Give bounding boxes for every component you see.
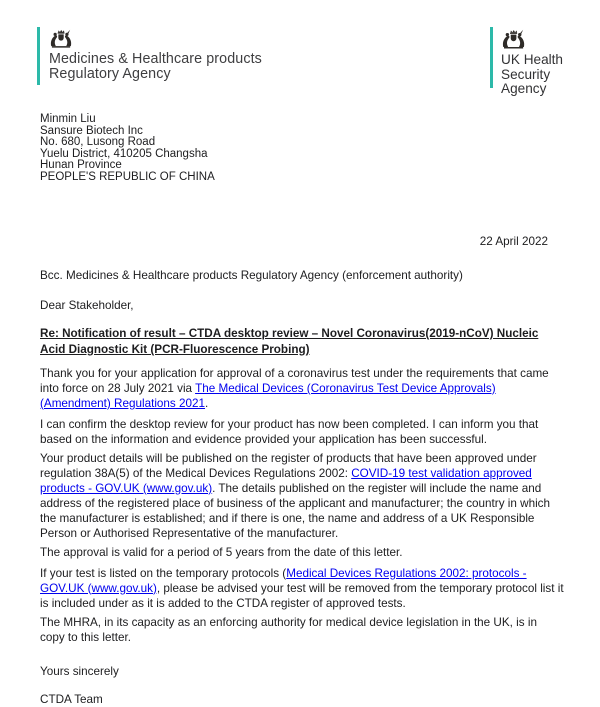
letterhead <box>0 27 600 96</box>
ukhsa-accent-bar <box>490 27 493 88</box>
paragraph-register-pre: Your product details will be published on the register of products that have been approved under regulation 38A(5) of the Medical Devices Regulations 2002: <box>40 451 537 480</box>
link-ctda-regulations-2021[interactable]: The Medical Devices (Coronavirus Test Device Approvals) (Amendment) Regulations 2021 <box>40 381 496 410</box>
recipient-district: Yuelu District, 410205 Changsha <box>40 147 208 160</box>
paragraph-protocols-pre: If your test is listed on the temporary protocols ( <box>40 566 287 580</box>
paragraph-register-publication <box>40 451 564 541</box>
letter-date: 22 April 2022 <box>479 235 548 248</box>
ukhsa-logo <box>490 27 563 97</box>
paragraph-mhra-copy: The MHRA, in its capacity as an enforcing authority for medical device legislation in the UK, is in copy to this letter. <box>40 615 537 644</box>
letter-body <box>0 114 600 707</box>
paragraph-thanks <box>40 366 564 411</box>
paragraph-register-post: . The details published on the register will include the name and address of the registered place of business of the applicant and manufacturer; the country in which the manufacturer is established; and if there is one, the name and address of a UK Responsible Person or Authorised Representative of the manufacturer. <box>40 481 551 540</box>
royal-crest-icon <box>501 29 525 50</box>
subject-heading: Re: Notification of result – CTDA desktop review – Novel Coronavirus(2019-nCoV) Nucleic Acid Diagnostic Kit (PCR-Fluorescence Probing) <box>40 327 539 356</box>
link-temporary-protocols[interactable]: Medical Devices Regulations 2002: protocols - GOV.UK (www.gov.uk) <box>40 566 527 595</box>
recipient-address <box>40 114 564 183</box>
mhra-logo <box>37 27 262 85</box>
ukhsa-name-line2: Security <box>501 66 551 82</box>
signature: CTDA Team <box>40 692 103 706</box>
paragraph-temporary-protocols <box>40 566 564 611</box>
mhra-accent-bar <box>37 27 40 85</box>
ukhsa-name-line3: Agency <box>501 81 547 96</box>
recipient-province: Hunan Province <box>40 159 122 171</box>
recipient-street: No. 680, Lusong Road <box>40 136 156 148</box>
paragraph-thanks-pre: Thank you for your application for approval of a coronavirus test under the requirements that came into force on 28 July 2021 via <box>40 366 549 395</box>
mhra-name-line1: Medicines & Healthcare products <box>49 51 262 67</box>
ukhsa-name-line1: UK Health <box>501 52 563 67</box>
salutation: Dear Stakeholder, <box>40 299 134 312</box>
closing: Yours sincerely <box>40 664 119 678</box>
paragraph-validity: The approval is valid for a period of 5 years from the date of this letter. <box>40 545 403 559</box>
paragraph-thanks-post: . <box>205 396 209 410</box>
recipient-name: Minmin Liu <box>40 113 96 125</box>
recipient-company: Sansure Biotech Inc <box>40 124 143 137</box>
bcc-line: Bcc. Medicines & Healthcare products Regulatory Agency (enforcement authority) <box>40 269 463 282</box>
mhra-name-line2: Regulatory Agency <box>49 66 171 82</box>
link-approved-products-register[interactable]: COVID-19 test validation approved products - GOV.UK (www.gov.uk) <box>40 466 532 495</box>
paragraph-protocols-post: , please be advised your test will be removed from the temporary protocol list it is included under as it is added to the CTDA register of approved tests. <box>40 581 564 610</box>
paragraph-confirm-success: I can confirm the desktop review for your product has now been completed. I can inform you that based on the information and evidence provided your application has been successful. <box>40 417 539 446</box>
recipient-country: PEOPLE'S REPUBLIC OF CHINA <box>40 170 215 183</box>
royal-crest-icon <box>49 29 72 49</box>
